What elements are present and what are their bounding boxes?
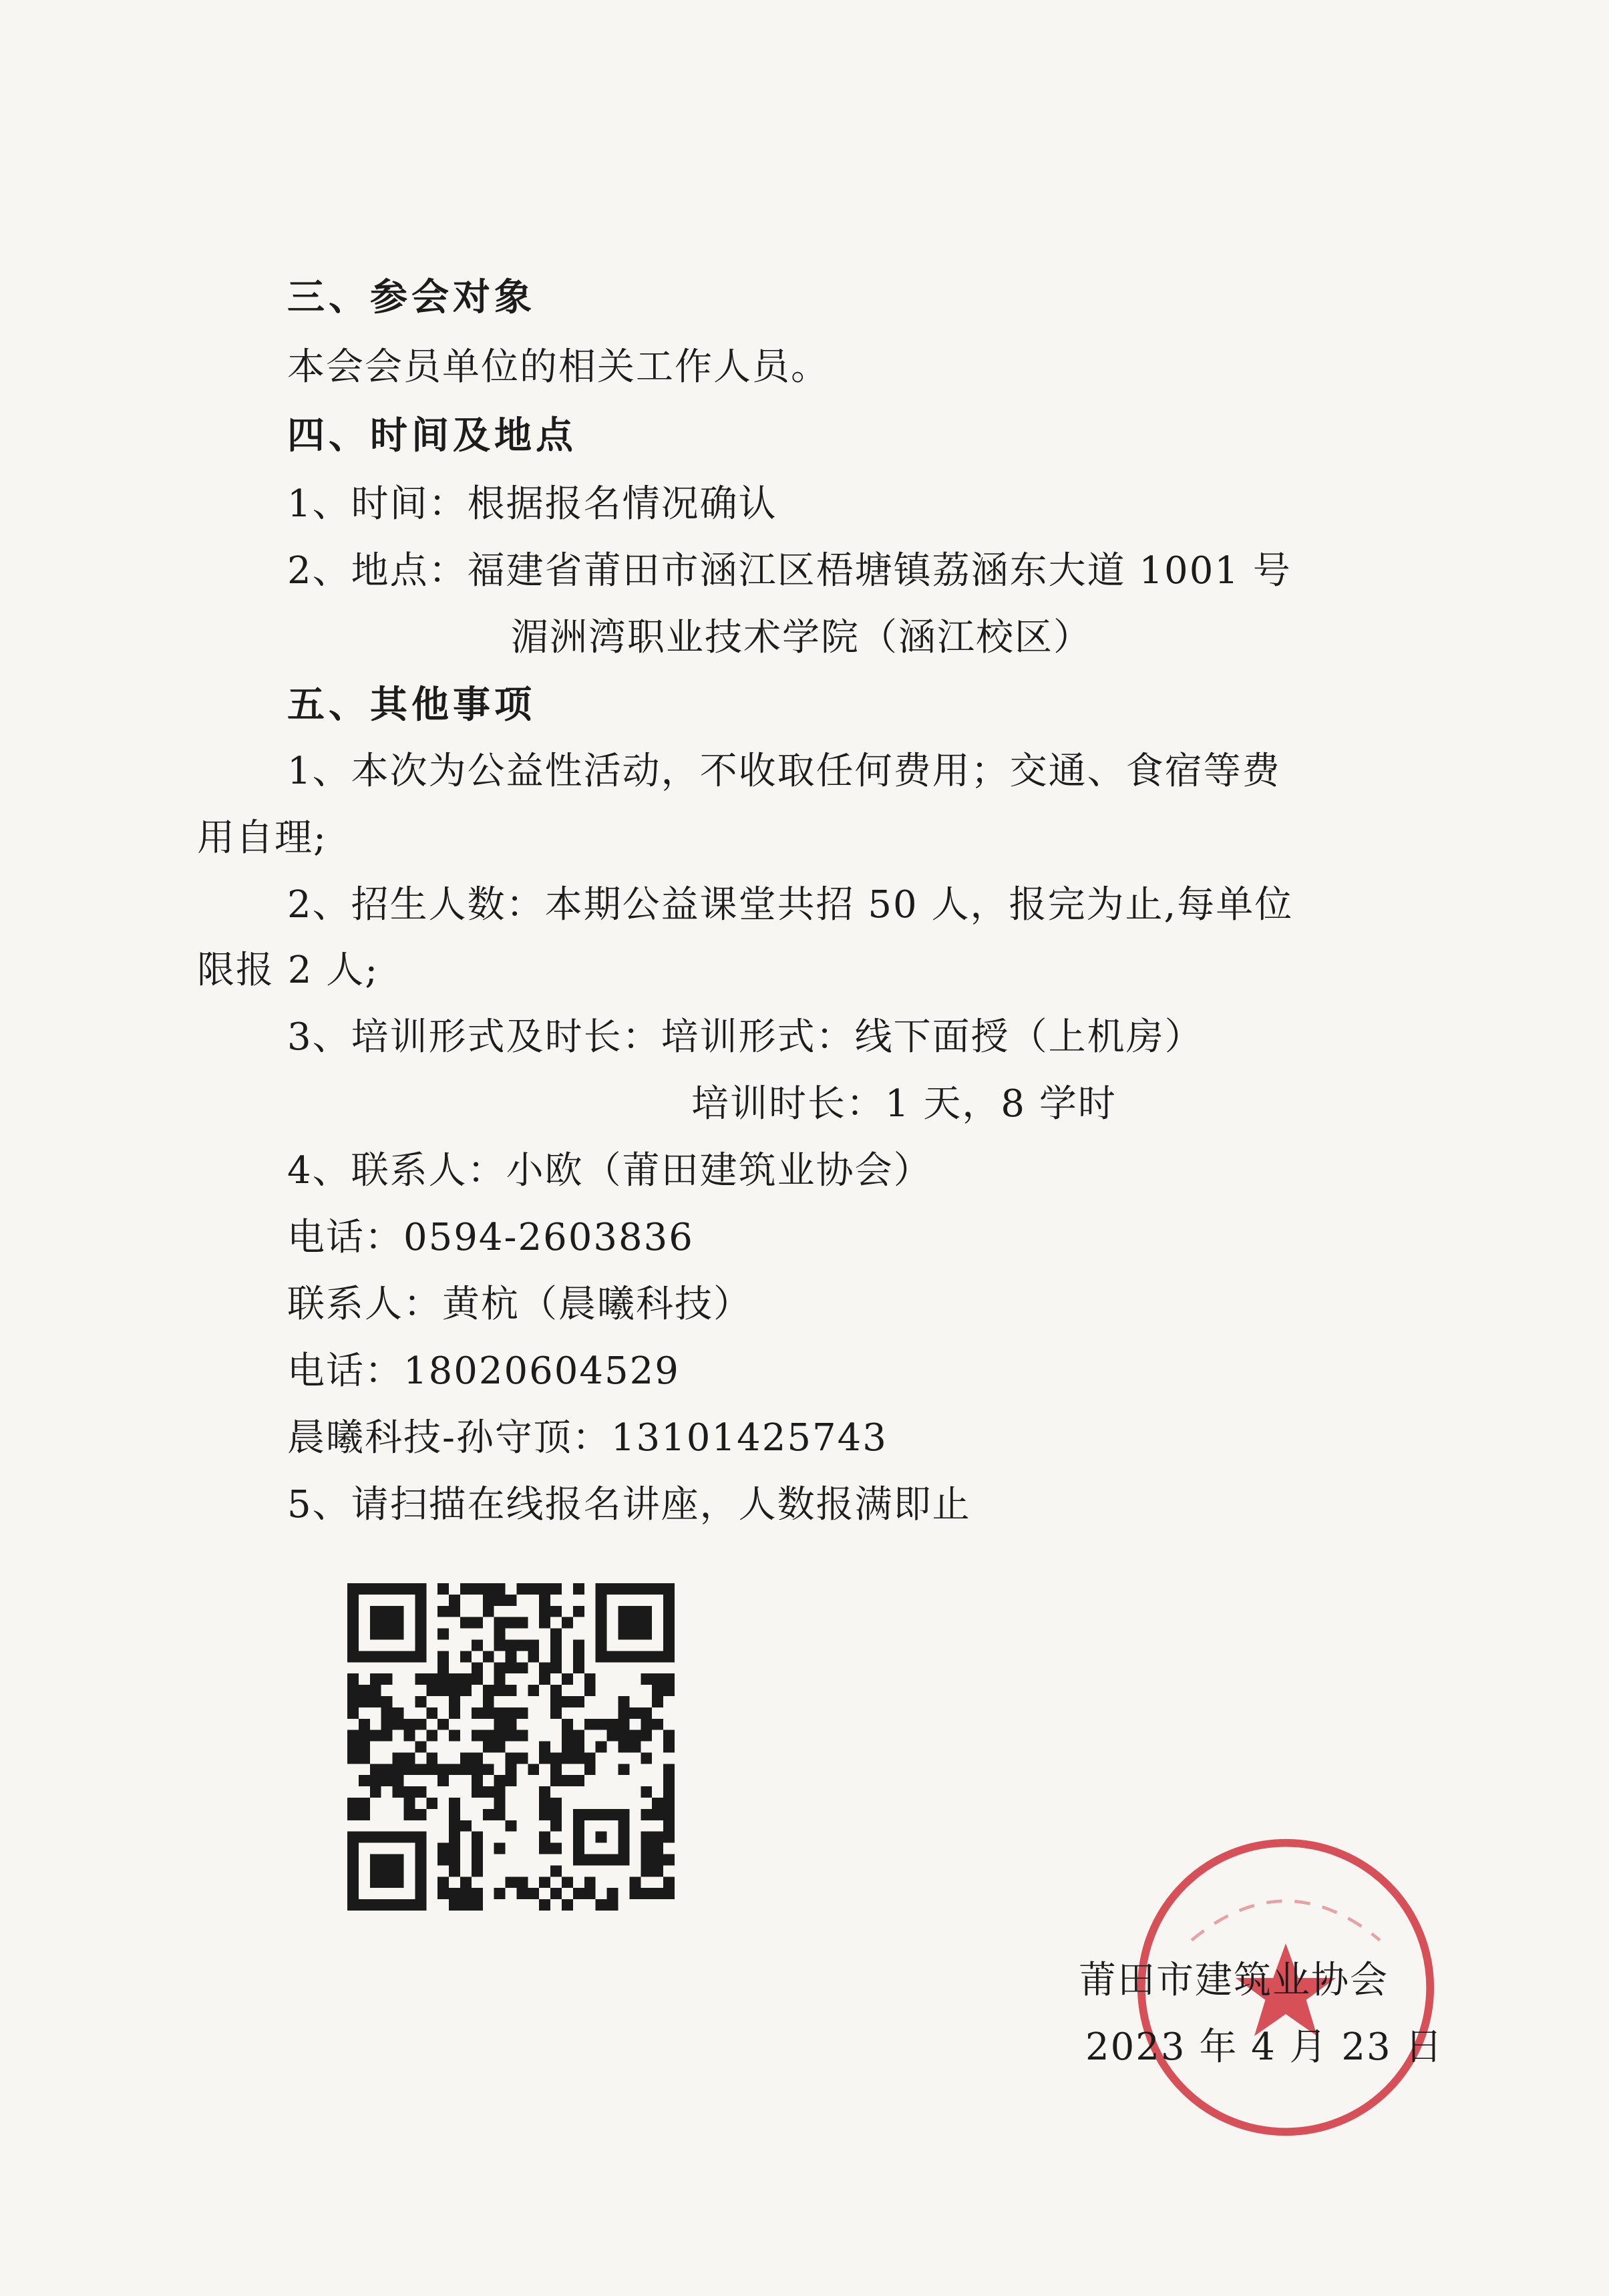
time-line: 1、时间：根据报名情况确认 <box>287 482 777 526</box>
qr-code-icon[interactable] <box>347 1583 675 1911</box>
place-line: 2、地点：福建省莆田市涵江区梧塘镇荔涵东大道 1001 号 <box>287 549 1292 593</box>
signature-org: 莆田市建筑业协会 <box>1079 1959 1389 2002</box>
attendees-text: 本会会员单位的相关工作人员。 <box>287 345 830 389</box>
item-1b: 用自理; <box>197 816 327 860</box>
time-place-heading: 四、时间及地点 <box>287 414 577 458</box>
phone-2: 电话：18020604529 <box>287 1349 680 1393</box>
item-2a: 2、招生人数：本期公益课堂共招 50 人，报完为止,每单位 <box>287 883 1294 927</box>
signature-date: 2023 年 4 月 23 日 <box>1085 2025 1444 2069</box>
other-heading: 五、其他事项 <box>287 683 536 727</box>
item-2b: 限报 2 人; <box>197 949 379 992</box>
phone-1: 电话：0594-2603836 <box>287 1216 694 1259</box>
item-3b: 培训时长：1 天，8 学时 <box>691 1082 1117 1126</box>
contact-3: 晨曦科技-孙守顶：13101425743 <box>287 1416 888 1460</box>
item-3a: 3、培训形式及时长：培训形式：线下面授（上机房） <box>287 1015 1204 1059</box>
place-line-2: 湄洲湾职业技术学院（涵江校区） <box>511 616 1092 659</box>
item-4: 4、联系人：小欧（莆田建筑业协会） <box>287 1149 932 1192</box>
item-1a: 1、本次为公益性活动，不收取任何费用；交通、食宿等费 <box>287 750 1281 793</box>
attendees-heading: 三、参会对象 <box>287 275 536 319</box>
contact-2: 联系人：黄杭（晨曦科技） <box>287 1283 752 1326</box>
item-5: 5、请扫描在线报名讲座，人数报满即止 <box>287 1483 971 1526</box>
